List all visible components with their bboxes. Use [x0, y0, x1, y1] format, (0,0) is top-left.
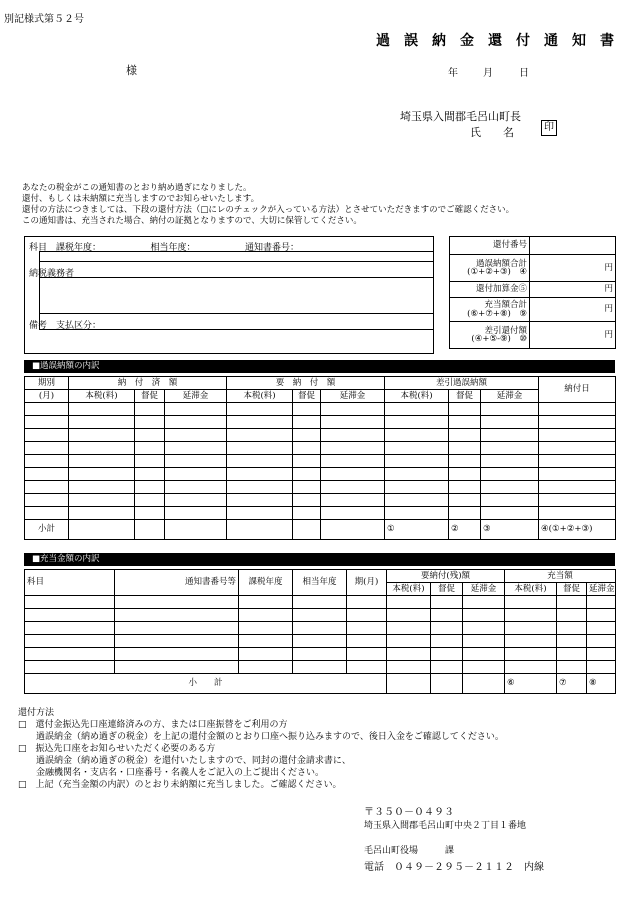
h-taxyear: 課税年度: [239, 570, 293, 596]
cell: [449, 442, 481, 455]
cell: [165, 455, 227, 468]
cell: [115, 609, 239, 622]
cell: [431, 635, 463, 648]
intro-line: 還付、もしくは未納額に充当しますのでお知らせいたします。: [22, 194, 260, 204]
h-month: (月): [25, 390, 69, 403]
cell: [431, 609, 463, 622]
h-delay: 延滞金: [587, 583, 616, 596]
cell: [239, 661, 293, 674]
cell: [539, 429, 616, 442]
cell: [135, 481, 165, 494]
cell: [431, 661, 463, 674]
overpayment-row: [25, 442, 616, 455]
cell: [557, 635, 587, 648]
cell: [587, 609, 616, 622]
cell: [135, 507, 165, 520]
cell: [431, 596, 463, 609]
cell: [505, 596, 557, 609]
cell: [69, 481, 135, 494]
cell: [293, 661, 347, 674]
cell: [449, 403, 481, 416]
h-delay: 延滞金: [481, 390, 539, 403]
cell: [481, 429, 539, 442]
overpayment-total-label: 過誤納額合計 (①+②+③) ④: [450, 255, 530, 282]
h-required: 要 納 付 額: [227, 377, 385, 390]
cell: [115, 635, 239, 648]
intro-line: あなたの税金がこの通知書のとおり納め過ぎになりました。: [22, 183, 252, 193]
h-tax: 本税(料): [387, 583, 431, 596]
cell: [385, 442, 449, 455]
applied-subtotal-row: [25, 674, 616, 694]
applied-total-label: 充当額合計 (⑥+⑦+⑧) ⑨: [450, 298, 530, 322]
cell: [321, 442, 385, 455]
cell: [25, 455, 69, 468]
cell: [227, 481, 293, 494]
cell: [293, 455, 321, 468]
applied-row: [25, 609, 616, 622]
cell: [293, 481, 321, 494]
info-box: [24, 236, 434, 354]
cell: [385, 468, 449, 481]
h-paydate: 納付日: [539, 377, 616, 403]
cell: [321, 494, 385, 507]
h-paid: 納 付 済 額: [69, 377, 227, 390]
applied-row: [25, 622, 616, 635]
cell: [557, 661, 587, 674]
date-year-label: 年: [448, 68, 458, 79]
cell: [539, 442, 616, 455]
method-option-1: [18, 719, 504, 743]
cell: [431, 622, 463, 635]
overpayment-row: [25, 416, 616, 429]
date-month-label: 月: [483, 68, 493, 79]
cell: [449, 416, 481, 429]
marker-6: ⑥: [505, 674, 557, 694]
cell: [293, 507, 321, 520]
cell: [227, 494, 293, 507]
cell: [385, 455, 449, 468]
h-diff: 差引過誤納額: [385, 377, 539, 390]
h-tax: 本税(料): [505, 583, 557, 596]
cell: [587, 596, 616, 609]
cell: [557, 648, 587, 661]
cell: [293, 416, 321, 429]
refund-summary-table: [449, 236, 616, 349]
cell: [25, 429, 69, 442]
cell: [25, 416, 69, 429]
cell: [385, 403, 449, 416]
name-label: 氏 名: [470, 126, 514, 139]
overpayment-row: [25, 403, 616, 416]
method-2-line: 金融機関名・支店名・口座番号・名義人をご記入の上ご提出ください。: [36, 768, 325, 778]
overpayment-table: [24, 376, 616, 540]
cell: [463, 635, 505, 648]
cell: [321, 468, 385, 481]
cell: [293, 596, 347, 609]
marker-1: ①: [385, 520, 449, 540]
overpayment-row: [25, 494, 616, 507]
cell: [165, 468, 227, 481]
cell: [227, 429, 293, 442]
cell: [293, 442, 321, 455]
cell: [387, 609, 431, 622]
cell: [347, 635, 387, 648]
taxpayer-label: 納税義務者: [29, 269, 75, 279]
cell: [449, 494, 481, 507]
addressee-suffix: 様: [126, 64, 137, 77]
cell: [227, 468, 293, 481]
section-applied-bar: ■充当金額の内訳: [24, 553, 615, 566]
cell: [227, 403, 293, 416]
h-delay: 延滞金: [165, 390, 227, 403]
cell: [321, 455, 385, 468]
checkbox[interactable]: □: [18, 780, 27, 790]
refund-number-value: [530, 237, 616, 255]
cell: [347, 609, 387, 622]
cell: [463, 609, 505, 622]
cell: [239, 609, 293, 622]
cell: [69, 429, 135, 442]
cell: [25, 468, 69, 481]
office-name: 毛呂山町役場 課: [364, 846, 455, 856]
h-delay: 延滞金: [321, 390, 385, 403]
applied-row: [25, 661, 616, 674]
net-refund-unit: 円: [530, 322, 616, 349]
cell: [165, 429, 227, 442]
cell: [449, 429, 481, 442]
cell: [481, 468, 539, 481]
cell: [505, 622, 557, 635]
cell: [135, 455, 165, 468]
cell: [321, 416, 385, 429]
method-1-line: 過誤納金（納め過ぎの税金）を上記の還付金額のとおり口座へ振り込みますので、後日入金をご確認してください。: [36, 732, 504, 742]
cell: [25, 442, 69, 455]
method-3-head: 上記（充当金額の内訳）のとおり未納額に充当しました。ご確認ください。: [35, 780, 342, 790]
cell: [385, 494, 449, 507]
cell: [449, 468, 481, 481]
checkbox[interactable]: □: [18, 720, 27, 730]
cell: [387, 648, 431, 661]
cell: [25, 403, 69, 416]
refund-surcharge-unit: 円: [530, 282, 616, 298]
cell: [135, 403, 165, 416]
refund-method-title: 還付方法: [18, 708, 55, 718]
cell: [481, 494, 539, 507]
cell: [463, 648, 505, 661]
cell: [115, 648, 239, 661]
refund-surcharge-label: 還付加算金⑤: [450, 282, 530, 298]
cell: [449, 481, 481, 494]
h-applied: 充当額: [505, 570, 616, 583]
cell: [293, 622, 347, 635]
cell: [69, 416, 135, 429]
cell: [25, 596, 115, 609]
cell: [387, 661, 431, 674]
cell: [25, 635, 115, 648]
cell: [69, 403, 135, 416]
checkbox[interactable]: □: [18, 744, 27, 754]
info-subject-row: 科目 課税年度： 相当年度： 通知書番号：: [29, 243, 300, 253]
cell: [69, 455, 135, 468]
cell: [115, 661, 239, 674]
cell: [69, 494, 135, 507]
h-tokusoku: 督促: [449, 390, 481, 403]
cell: [539, 468, 616, 481]
cell: [387, 635, 431, 648]
issuer: 埼玉県入間郡毛呂山町長: [400, 110, 521, 123]
applied-row: [25, 596, 616, 609]
office-address: 埼玉県入間郡毛呂山町中央２丁目１番地: [364, 821, 527, 831]
h-notice: 通知書番号等: [115, 570, 239, 596]
cell: [347, 648, 387, 661]
cell: [293, 429, 321, 442]
cell: [165, 494, 227, 507]
intro-text: [22, 183, 514, 227]
cell: [539, 507, 616, 520]
cell: [69, 468, 135, 481]
seal-mark: 印: [541, 120, 557, 136]
applied-table: [24, 569, 616, 694]
cell: [385, 507, 449, 520]
h-tax: 本税(料): [69, 390, 135, 403]
cell: [293, 403, 321, 416]
cell: [227, 416, 293, 429]
cell: [587, 635, 616, 648]
applied-row: [25, 648, 616, 661]
cell: [293, 494, 321, 507]
cell: [587, 661, 616, 674]
cell: [239, 596, 293, 609]
cell: [165, 481, 227, 494]
overpayment-total-unit: 円: [530, 255, 616, 282]
cell: [505, 635, 557, 648]
cell: [165, 416, 227, 429]
cell: [135, 416, 165, 429]
marker-3: ③: [481, 520, 539, 540]
h-tax: 本税(料): [385, 390, 449, 403]
cell: [347, 622, 387, 635]
cell: [165, 442, 227, 455]
refund-method: [18, 707, 504, 791]
cell: [293, 635, 347, 648]
cell: [135, 442, 165, 455]
h-tokusoku: 督促: [135, 390, 165, 403]
cell: [557, 609, 587, 622]
cell: [505, 609, 557, 622]
net-refund-label: 差引還付額 (④+⑤-⑨) ⑩: [450, 322, 530, 349]
overpayment-row: [25, 429, 616, 442]
cell: [25, 609, 115, 622]
cell: [587, 648, 616, 661]
cell: [69, 442, 135, 455]
h-subject: 科目: [25, 570, 115, 596]
cell: [25, 661, 115, 674]
cell: [539, 416, 616, 429]
cell: [539, 481, 616, 494]
cell: [539, 494, 616, 507]
cell: [463, 596, 505, 609]
h-period2: 期(月): [347, 570, 387, 596]
method-option-2: [18, 743, 504, 779]
cell: [481, 481, 539, 494]
remarks-label: 備考 支払区分：: [29, 321, 102, 331]
cell: [135, 494, 165, 507]
overpayment-row: [25, 507, 616, 520]
overpayment-subtotal-row: [25, 520, 616, 540]
cell: [463, 622, 505, 635]
applied-total-unit: 円: [530, 298, 616, 322]
method-option-3: [18, 779, 504, 791]
cell: [293, 648, 347, 661]
method-2-head: 振込先口座をお知らせいただく必要のある方: [35, 744, 216, 754]
cell: [135, 429, 165, 442]
cell: [227, 455, 293, 468]
marker-8: ⑧: [587, 674, 616, 694]
h-tokusoku: 督促: [293, 390, 321, 403]
cell: [387, 596, 431, 609]
intro-line: 還付の方法につきましては、下段の還付方法（□にレのチェックが入っている方法）とさせていただきますのでご確認ください。: [22, 205, 515, 215]
h-equiv: 相当年度: [293, 570, 347, 596]
cell: [69, 507, 135, 520]
marker-7: ⑦: [557, 674, 587, 694]
refund-number-label: 還付番号: [450, 237, 530, 255]
cell: [385, 429, 449, 442]
cell: [481, 507, 539, 520]
cell: [481, 416, 539, 429]
cell: [25, 481, 69, 494]
cell: [321, 507, 385, 520]
page-title: 過 誤 納 金 還 付 通 知 書: [376, 33, 614, 49]
cell: [239, 622, 293, 635]
cell: [347, 596, 387, 609]
h-tokusoku: 督促: [557, 583, 587, 596]
cell: [25, 648, 115, 661]
cell: [449, 507, 481, 520]
h-tax: 本税(料): [227, 390, 293, 403]
cell: [385, 416, 449, 429]
method-1-head: 還付金振込先口座連絡済みの方、または口座振替をご利用の方: [35, 720, 288, 730]
cell: [557, 622, 587, 635]
subtotal-label: 小計: [25, 520, 69, 540]
cell: [463, 661, 505, 674]
applied-row: [25, 635, 616, 648]
cell: [587, 622, 616, 635]
cell: [293, 609, 347, 622]
cell: [505, 648, 557, 661]
cell: [227, 442, 293, 455]
cell: [539, 403, 616, 416]
cell: [481, 455, 539, 468]
cell: [539, 455, 616, 468]
overpayment-row: [25, 455, 616, 468]
h-period: 期別: [25, 377, 69, 390]
cell: [115, 596, 239, 609]
cell: [321, 429, 385, 442]
cell: [385, 481, 449, 494]
cell: [505, 661, 557, 674]
cell: [321, 481, 385, 494]
cell: [115, 622, 239, 635]
date-day-label: 日: [519, 68, 529, 79]
cell: [239, 635, 293, 648]
cell: [293, 468, 321, 481]
h-delay: 延滞金: [463, 583, 505, 596]
cell: [25, 494, 69, 507]
intro-line: この通知書は、充当された場合、納付の証拠となりますので、大切に保管してください。: [22, 216, 362, 226]
h-tokusoku: 督促: [431, 583, 463, 596]
cell: [165, 507, 227, 520]
cell: [347, 661, 387, 674]
section-overpayment-bar: ■過誤納額の内訳: [24, 360, 615, 373]
cell: [321, 403, 385, 416]
office-phone: 電話 ０４９－２９５－２１１２ 内線: [364, 862, 544, 873]
overpayment-row: [25, 468, 616, 481]
overpayment-row: [25, 481, 616, 494]
h-required2: 要納付(残)額: [387, 570, 505, 583]
form-number: 別記様式第５２号: [4, 14, 84, 25]
method-2-line: 過誤納金（納め過ぎの税金）を還付いたしますので、同封の還付金請求書に、: [36, 756, 351, 766]
cell: [25, 622, 115, 635]
cell: [481, 442, 539, 455]
postal-code: 〒３５０－０４９３: [364, 807, 454, 818]
cell: [25, 507, 69, 520]
cell: [239, 648, 293, 661]
cell: [165, 403, 227, 416]
marker-2: ②: [449, 520, 481, 540]
cell: [431, 648, 463, 661]
marker-4: ④(①+②+③): [539, 520, 616, 540]
subtotal-label-2: 小 計: [25, 674, 387, 694]
cell: [449, 455, 481, 468]
cell: [135, 468, 165, 481]
cell: [481, 403, 539, 416]
cell: [387, 622, 431, 635]
cell: [227, 507, 293, 520]
cell: [557, 596, 587, 609]
